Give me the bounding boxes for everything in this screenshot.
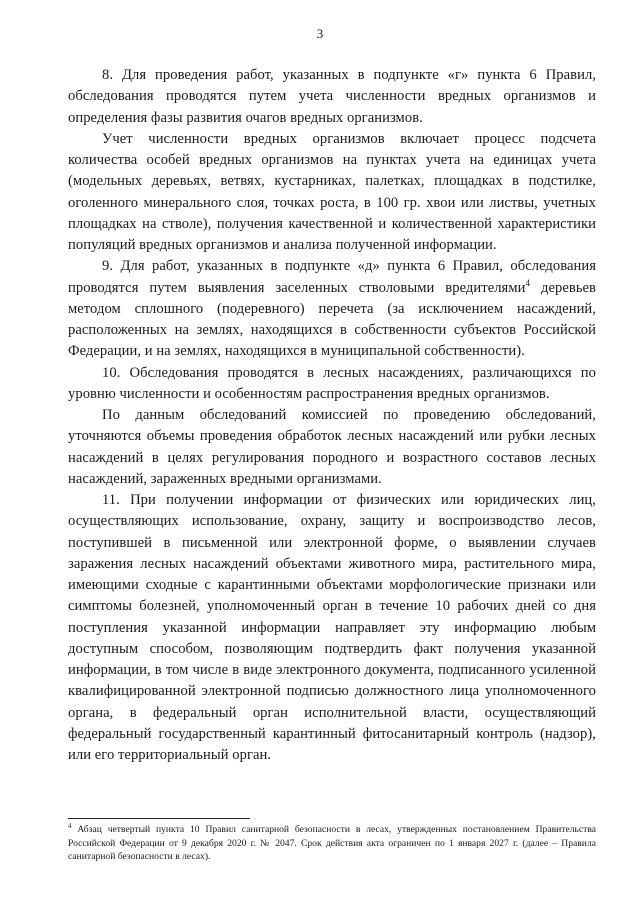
paragraph-9-text: 9. Для работ, указанных в подпункте «д» пункта 6 Правил, обследования проводятся путем выявления заселенных стволовыми вредителями	[68, 258, 596, 296]
paragraph-accounting: Учет численности вредных организмов включает процесс подсчета количества особей вредных организмов на пунктах учета на единицах учета (модельных деревьях, ветвях, кустарниках, палетках, площадках в подстилке, оголенного минерального слоя, точках роста, в 100 гр. хвои или листвы, учетных площадках на стволе), получения качественной и количественной характеристики популяций вредных организмов и анализа полученной информации.	[68, 130, 596, 253]
footnote	[68, 823, 596, 864]
paragraph-9-text-continued: деревьев методом сплошного (подеревного) перечета (за исключением насаждений, расположенных на землях, находящихся в собственности субъектов Российской Федерации, и на землях, находящихся в муниципальной собственности).	[68, 279, 596, 360]
document-body	[68, 65, 596, 766]
paragraph-9	[68, 256, 596, 362]
footnote-separator	[68, 818, 250, 819]
paragraph-commission: По данным обследований комиссией по проведению обследований, уточняются объемы проведения обработок лесных насаждений или рубки лесных насаждений в целях регулирования породного и возрастного составов лесных насаждений, зараженных вредными организмами.	[68, 407, 596, 487]
paragraph-10: 10. Обследования проводятся в лесных насаждениях, различающихся по уровню численности и особенностям распространения вредных организмов.	[68, 364, 596, 402]
page-number: 3	[316, 26, 324, 41]
footnote-text: Абзац четвертый пункта 10 Правил санитарной безопасности в лесах, утвержденных постановлением Правительства Российской Федерации от 9 декабря 2020 г. № 2047. Срок действия акта ограничен по 1 января 2027 г. (далее – Правила санитарной безопасности в лесах).	[68, 824, 596, 862]
footnote-marker: 4	[68, 821, 72, 830]
paragraph-8: 8. Для проведения работ, указанных в подпункте «г» пункта 6 Правил, обследования проводятся путем учета численности вредных организмов и определения фазы развития очагов вредных организмов.	[68, 67, 596, 126]
footnote-reference: 4	[525, 277, 531, 288]
paragraph-11: 11. При получении информации от физических или юридических лиц, осуществляющих использование, охрану, защиту и воспроизводство лесов, поступившей в письменной или электронной форме, о выявлении случаев заражения лесных насаждений объектами животного мира, растительного мира, имеющими сходные с карантинными объектами морфологические признаки или симптомы болезней, уполномоченный орган в течение 10 рабочих дней со дня поступления указанной информации направляет эту информацию любым доступным способом, позволяющим подтвердить факт получения указанной информации, в том числе в виде электронного документа, подписанного усиленной квалифицированной электронной подписью должностного лица уполномоченного органа, в федеральный орган исполнительной власти, осуществляющий федеральный государственный карантинный фитосанитарный контроль (надзор), или его территориальный орган.	[68, 492, 596, 763]
